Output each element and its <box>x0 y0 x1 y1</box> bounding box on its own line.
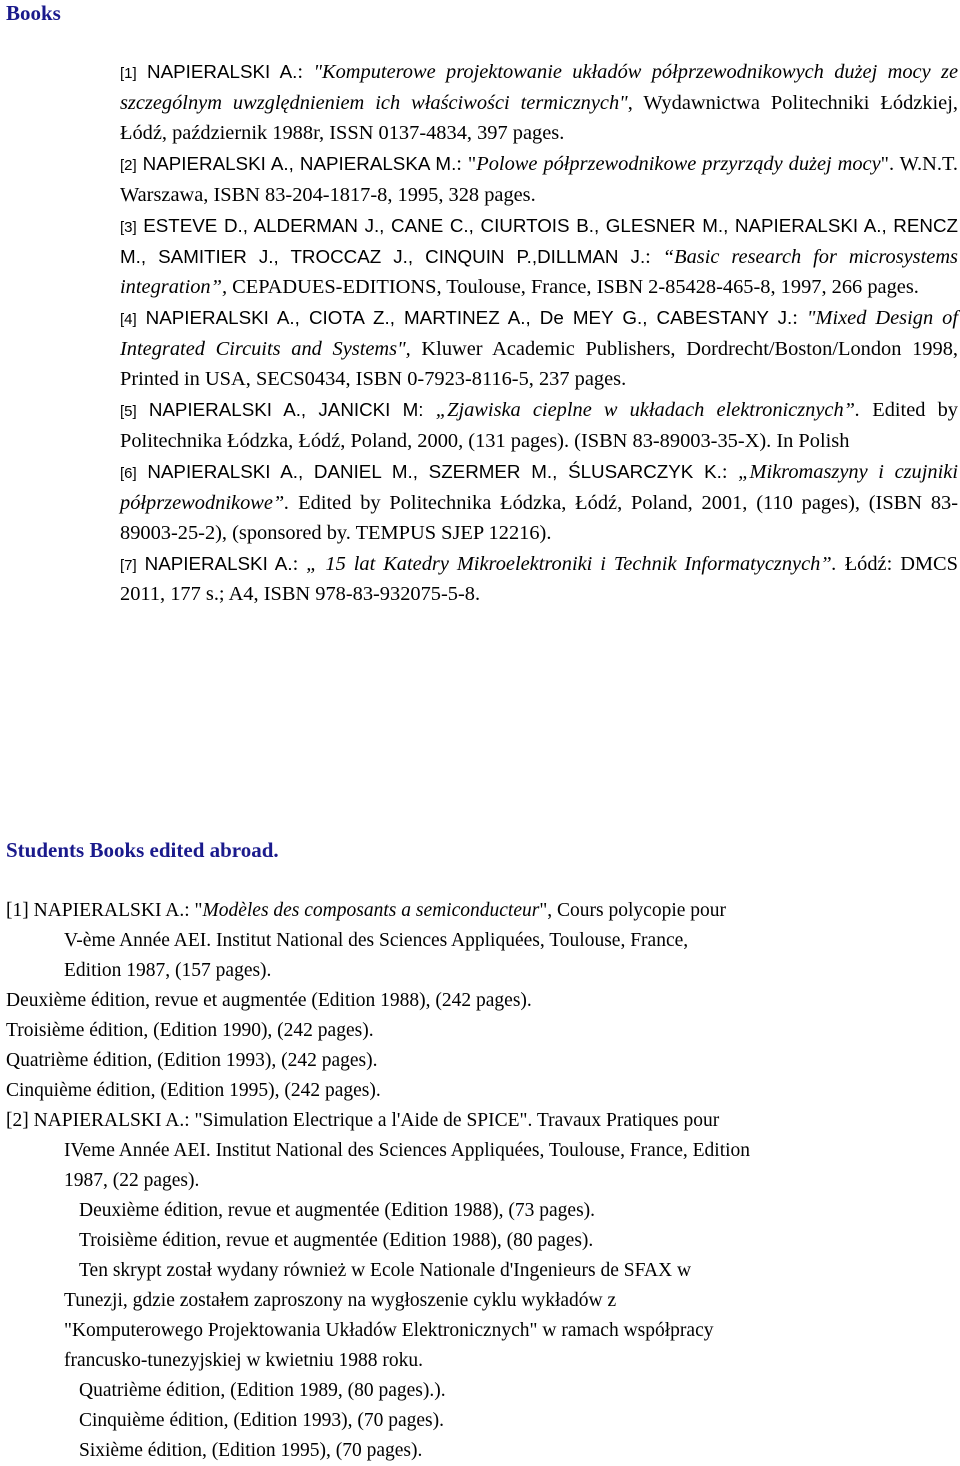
entry-author: ESTEVE D., ALDERMAN J., CANE C., CIURTOIS B., GLESNER M., NAPIERALSKI A., RENCZ M., SAMITIER J., TROCCAZ J., CINQUIN P.,DILLMAN J. <box>120 214 958 268</box>
abroad-list <box>6 896 956 1466</box>
books-list <box>120 57 958 610</box>
abroad-entry-2-edition-3: Troisième édition, revue et augmentée (Edition 1988), (80 pages). <box>79 1230 594 1251</box>
abroad-entry-2-line-2: IVeme Année AEI. Institut National des Sciences Appliquées, Toulouse, France, Edition <box>64 1140 751 1161</box>
entry-number: [4] <box>120 311 137 329</box>
entry-author: NAPIERALSKI A., NAPIERALSKA M. <box>142 152 457 174</box>
entry-tail: ", Cours polycopie pour <box>539 900 727 921</box>
books-heading: Books <box>6 1 61 25</box>
entry-sep: : <box>792 307 807 330</box>
abroad-entry-1-edition-4: Quatrième édition, (Edition 1993), (242 pages). <box>6 1050 378 1071</box>
abroad-entry-2-note-line-1: Ten skrypt został wydany również w Ecole Nationale d'Ingenieurs de SFAX w <box>79 1260 692 1281</box>
entry-number: [3] <box>120 218 137 236</box>
entry-title: "Komputerowe projektowanie układów półprzewodnikowych dużej mocy ze szczególnym uwzględnieniem ich właściwości termicznych" <box>120 61 958 114</box>
abroad-entry-1-edition-3: Troisième édition, (Edition 1990), (242 pages). <box>6 1020 374 1041</box>
abroad-entry-1-line-1 <box>6 896 956 926</box>
entry-rest: Łódź: DMCS 2011, 177 s.; A4, ISBN 978-83-932075-5-8. <box>120 552 958 606</box>
entry-number: [6] <box>120 464 137 482</box>
entry-rest: ". W.N.T. Warszawa, ISBN 83-204-1817-8, 1995, 328 pages. <box>120 152 958 206</box>
abroad-entry-2-edition-2: Deuxième édition, revue et augmentée (Edition 1988), (73 pages). <box>79 1200 596 1221</box>
entry-number: [2] <box>120 156 137 174</box>
abroad-entry-2-edition-4: Quatrième édition, (Edition 1989, (80 pages).). <box>79 1380 446 1401</box>
book-entry-4 <box>120 303 958 395</box>
entry-author: NAPIERALSKI A., CIOTA Z., MARTINEZ A., De MEY G., CABESTANY J. <box>145 307 793 329</box>
book-entry-2 <box>120 149 958 211</box>
book-entry-6 <box>120 457 958 549</box>
abroad-entry-2-edition-5: Cinquième édition, (Edition 1993), (70 pages). <box>79 1410 445 1431</box>
abroad-entry-2-line-1: [2] NAPIERALSKI A.: "Simulation Electrique a l'Aide de SPICE". Travaux Pratiques pour <box>6 1110 720 1131</box>
entry-sep: : <box>721 460 739 483</box>
entry-rest: Edited by Politechnika Łódzka, Łódź, Poland, 2001, (110 pages), (ISBN 83-89003-25-2), (sponsored by. TEMPUS SJEP 12216). <box>120 491 958 544</box>
abroad-entry-1-edition-2: Deuxième édition, revue et augmentée (Edition 1988), (242 pages). <box>6 990 532 1011</box>
entry-title: Polowe półprzewodnikowe przyrządy dużej mocy <box>476 152 881 175</box>
entry-sep: : " <box>456 152 477 175</box>
entry-number: [7] <box>120 556 137 574</box>
abroad-entry-2-note-line-4: francusko-tunezyjskiej w kwietniu 1988 roku. <box>64 1350 424 1371</box>
entry-head: [1] NAPIERALSKI A.: " <box>6 900 203 921</box>
entry-author: NAPIERALSKI A., JANICKI M: <box>148 398 436 420</box>
entry-author: NAPIERALSKI A. <box>147 61 298 82</box>
book-entry-1 <box>120 57 958 149</box>
book-entry-3 <box>120 211 958 304</box>
entry-author: NAPIERALSKI A. <box>144 552 293 574</box>
abroad-entry-1-edition-5: Cinquième édition, (Edition 1995), (242 pages). <box>6 1080 381 1101</box>
abroad-entry-2-line-3: 1987, (22 pages). <box>64 1170 200 1191</box>
entry-number: [1] <box>120 65 137 82</box>
entry-sep: : <box>292 552 307 575</box>
entry-author: NAPIERALSKI A., DANIEL M., SZERMER M., ŚLUSARCZYK K. <box>147 460 722 482</box>
abroad-entry-1-line-2: V-ème Année AEI. Institut National des Sciences Appliquées, Toulouse, France, <box>64 930 689 951</box>
abroad-entry-2-note-line-3: "Komputerowego Projektowania Układów Elektronicznych" w ramach współpracy <box>64 1320 714 1341</box>
book-entry-5 <box>120 395 958 457</box>
book-entry-7 <box>120 549 958 611</box>
entry-rest: CEPADUES-EDITIONS, Toulouse, France, ISBN 2-85428-465-8, 1997, 266 pages. <box>227 276 919 299</box>
entry-sep: : <box>297 61 314 83</box>
entry-title: Modèles des composants a semiconducteur <box>202 900 540 921</box>
abroad-entry-2-edition-6: Sixième édition, (Edition 1995), (70 pages). <box>79 1440 423 1461</box>
entry-title: „Mikromaszyny i czujniki półprzewodnikowe”. <box>120 460 958 514</box>
entry-title: „ 15 lat Katedry Mikroelektroniki i Technik Informatycznych”. <box>306 552 837 575</box>
abroad-heading: Students Books edited abroad. <box>6 838 279 862</box>
entry-rest: Edited by Politechnika Łódzka, Łódź, Poland, 2000, (131 pages). (ISBN 83-89003-35-X). In Polish <box>120 398 958 452</box>
entry-title: “Basic research for microsystems integration”, <box>120 246 958 299</box>
entry-title: „Zjawiska cieplne w układach elektronicznych”. <box>435 398 861 421</box>
entry-rest: , Wydawnictwa Politechniki Łódzkiej, Łódź, październik 1988r, ISSN 0137-4834, 397 pages. <box>120 91 958 144</box>
abroad-entry-1-line-3: Edition 1987, (157 pages). <box>64 960 272 981</box>
entry-rest: Kluwer Academic Publishers, Dordrecht/Boston/London 1998, Printed in USA, SECS0434, ISBN 0-7923-8116-5, 237 pages. <box>120 338 958 391</box>
entry-sep: : <box>645 246 663 269</box>
entry-title: "Mixed Design of Integrated Circuits and Systems", <box>120 307 958 361</box>
abroad-entry-2-note-line-2: Tunezji, gdzie zostałem zaproszony na wygłoszenie cyklu wykładów z <box>64 1290 617 1311</box>
entry-number: [5] <box>120 402 137 420</box>
